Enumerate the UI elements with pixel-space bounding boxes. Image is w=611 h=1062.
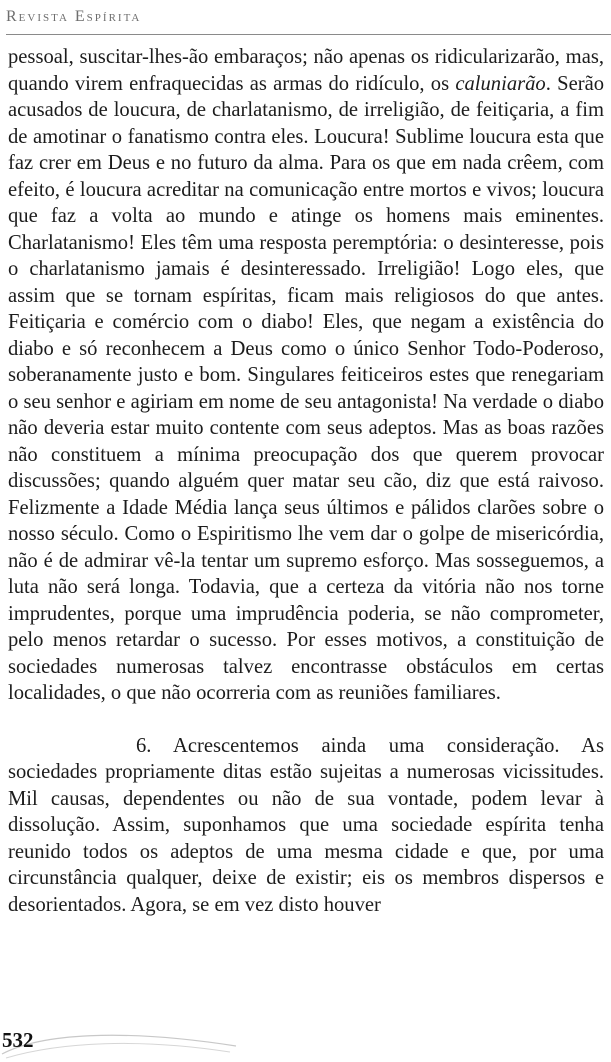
- running-head: Revista Espírita: [6, 8, 142, 25]
- page-number: 532: [2, 1028, 34, 1052]
- paragraph-1-text-a: pessoal, suscitar-lhes-ão embaraços; não apenas os ridicularizarão, mas, quando virem enfraquecidas as armas do ridículo, os: [8, 46, 604, 95]
- paragraph-1: [8, 44, 604, 707]
- paragraph-1-italic: caluniarão: [455, 72, 546, 95]
- paragraph-1-text-b: . Serão acusados de loucura, de charlatanismo, de irreligião, de feitiçaria, a fim de amotinar o fanatismo contra eles. Loucura! Sublime loucura esta que faz crer em Deus e no futuro da alma. Para os que em nada crêem, com efeito, é loucura acreditar na comunicação entre mortos e vivos; loucura que faz a volta ao mundo e atinge os homens mais eminentes. Charlatanismo! Eles têm uma resposta peremptória: o desinteresse, pois o charlatanismo jamais é desinteressado. Irreligião! Logo eles, que assim que se tornam espíritas, ficam mais religiosos do que antes. Feitiçaria e comércio com o diabo! Eles, que negam a existência do diabo e só reconhecem a Deus como o único Senhor Todo-Poderoso, soberanamente justo e bom. Singulares feiticeiros estes que renegariam o seu senhor e agiriam em nome de seu antagonista! Na verdade o diabo não deveria estar muito contente com seus adeptos. Mas as boas razões não constituem a mínima preocupação dos que querem provocar discussões; quando alguém quer matar seu cão, diz que está raivoso. Felizmente a Idade Média lança seus últimos e pálidos clarões sobre o nosso século. Como o Espiritismo lhe vem dar o golpe de misericórdia, não é de admirar vê-la tentar um supremo esforço. Mas sosseguemos, a luta não será longa. Todavia, que a certeza da vitória não nos torne imprudentes, porque uma imprudência poderia, se não comprometer, pelo menos retardar o sucesso. Por esses motivos, a constituição de sociedades numerosas talvez encontrasse obstáculos em certas localidades, o que não ocorreria com as reuniões familiares.: [8, 72, 605, 704]
- page-swoosh-decoration: [0, 1024, 240, 1060]
- body-text: [8, 44, 604, 918]
- paragraph-2: 6. Acrescentemos ainda uma consideração. As sociedades propriamente ditas estão sujeitas a numerosas vicissitudes. Mil causas, dependentes ou não de sua vontade, podem levar à dissolução. Assim, suponhamos que uma sociedade espírita tenha reunido todos os adeptos de uma mesma cidade e que, por uma circunstância qualquer, deixe de existir; eis os membros dispersos e desorientados. Agora, se em vez disto houver: [8, 734, 604, 916]
- header-rule: [6, 34, 611, 35]
